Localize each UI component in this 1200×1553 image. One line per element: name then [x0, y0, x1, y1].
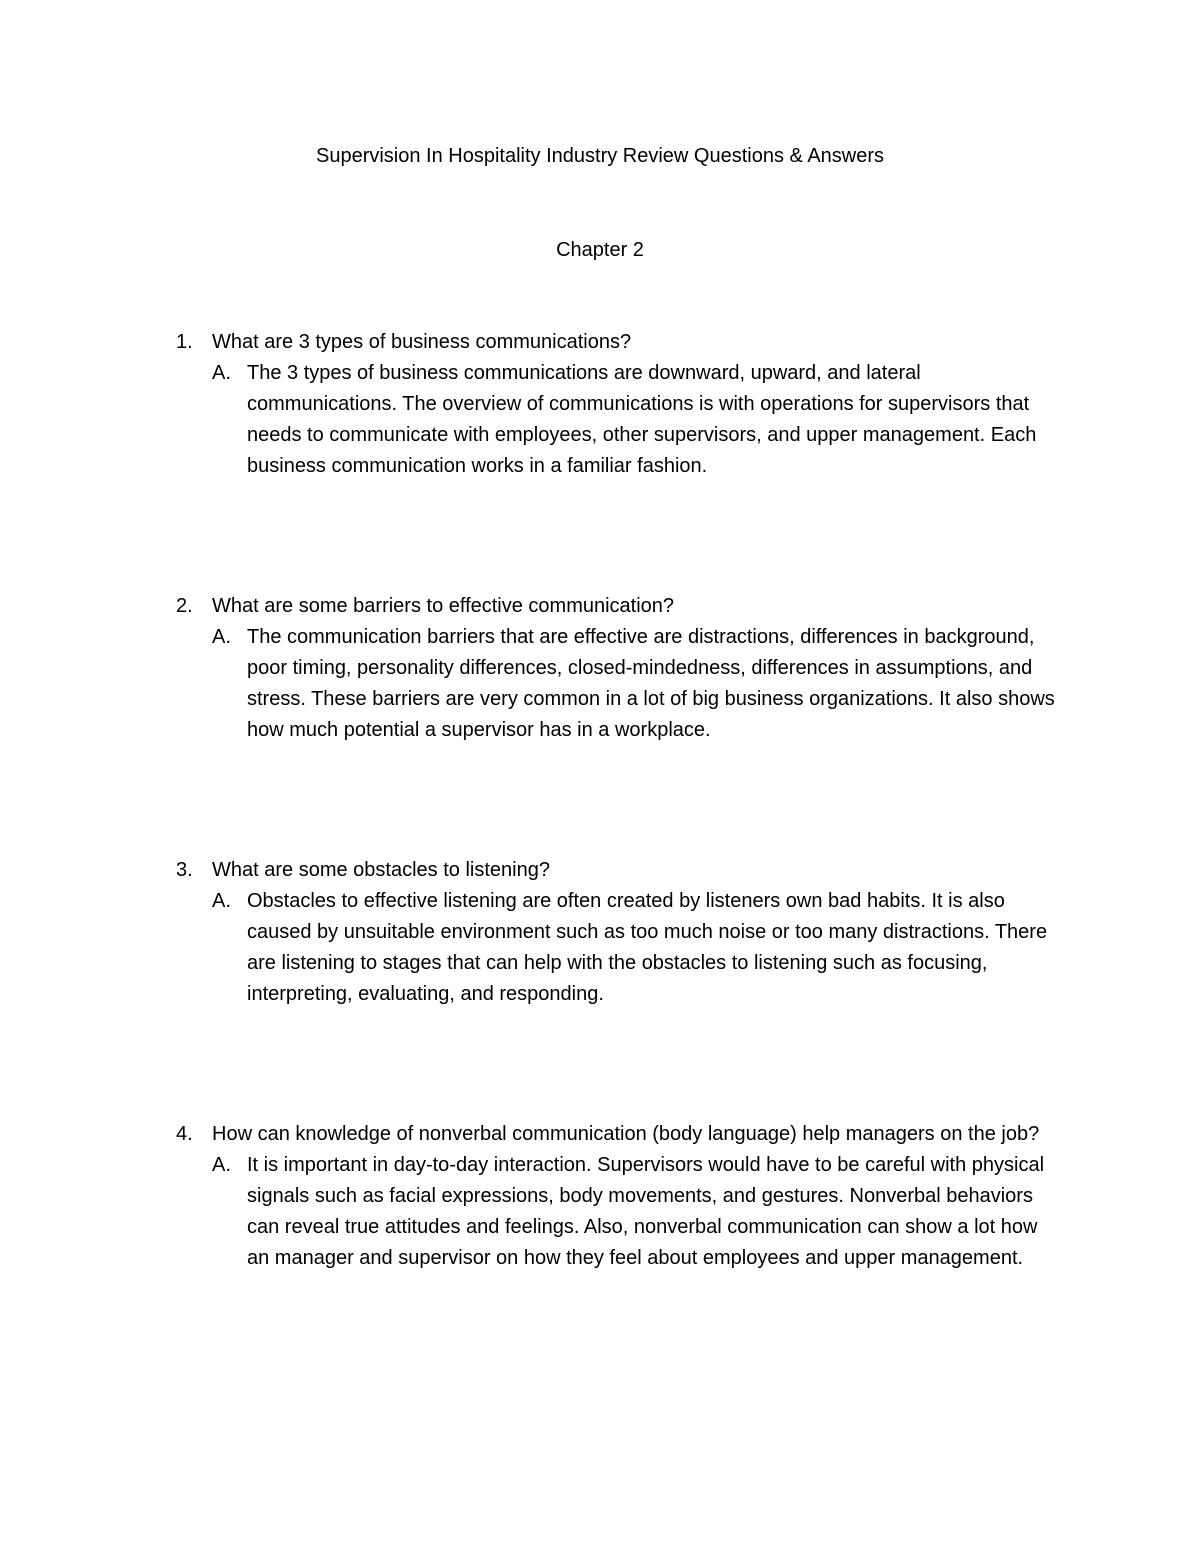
question-text: What are some barriers to effective communication? [212, 595, 675, 617]
qa-item-2 [176, 591, 1076, 746]
answer-row [212, 886, 1076, 1010]
answer-row [212, 622, 1076, 746]
question-number: 1. [176, 331, 193, 353]
answer-row [212, 1150, 1076, 1274]
question-row [176, 591, 1076, 622]
question-text: How can knowledge of nonverbal communication (body language) help managers on the job? [212, 1123, 1040, 1145]
answer-text: The communication barriers that are effective are distractions, differences in background, poor timing, personality differences, closed-mindedness, differences in assumptions, and stress. These barriers are very common in a lot of big business organizations. It also shows how much potential a supervisor has in a workplace. [247, 626, 1055, 741]
answer-letter: A. [212, 1154, 231, 1176]
qa-item-3 [176, 855, 1076, 1010]
qa-item-4 [176, 1119, 1076, 1274]
question-number: 4. [176, 1123, 193, 1145]
answer-letter: A. [212, 362, 231, 384]
answer-row [212, 358, 1076, 482]
answer-text: Obstacles to effective listening are often created by listeners own bad habits. It is also caused by unsuitable environment such as too much noise or too many distractions. There are listening to stages that can help with the obstacles to listening such as focusing, interpreting, evaluating, and responding. [247, 890, 1048, 1005]
chapter-heading: Chapter 2 [556, 239, 644, 261]
question-number: 2. [176, 595, 193, 617]
document-title: Supervision In Hospitality Industry Review Questions & Answers [315, 145, 885, 167]
question-row [176, 855, 1076, 886]
qa-item-1 [176, 327, 1076, 482]
question-row [176, 1119, 1076, 1150]
answer-text: The 3 types of business communications are downward, upward, and lateral communications. The overview of communications is with operations for supervisors that needs to communicate with employees, other supervisors, and upper management. Each business communication works in a familiar fashion. [247, 362, 1037, 477]
answer-letter: A. [212, 890, 231, 912]
question-text: What are some obstacles to listening? [212, 859, 550, 881]
question-row [176, 327, 1076, 358]
question-number: 3. [176, 859, 193, 881]
question-text: What are 3 types of business communications? [212, 331, 632, 353]
answer-text: It is important in day-to-day interaction. Supervisors would have to be careful with physical signals such as facial expressions, body movements, and gestures. Nonverbal behaviors can reveal true attitudes and feelings. Also, nonverbal communication can show a lot how an manager and supervisor on how they feel about employees and upper management. [247, 1154, 1045, 1269]
answer-letter: A. [212, 626, 231, 648]
